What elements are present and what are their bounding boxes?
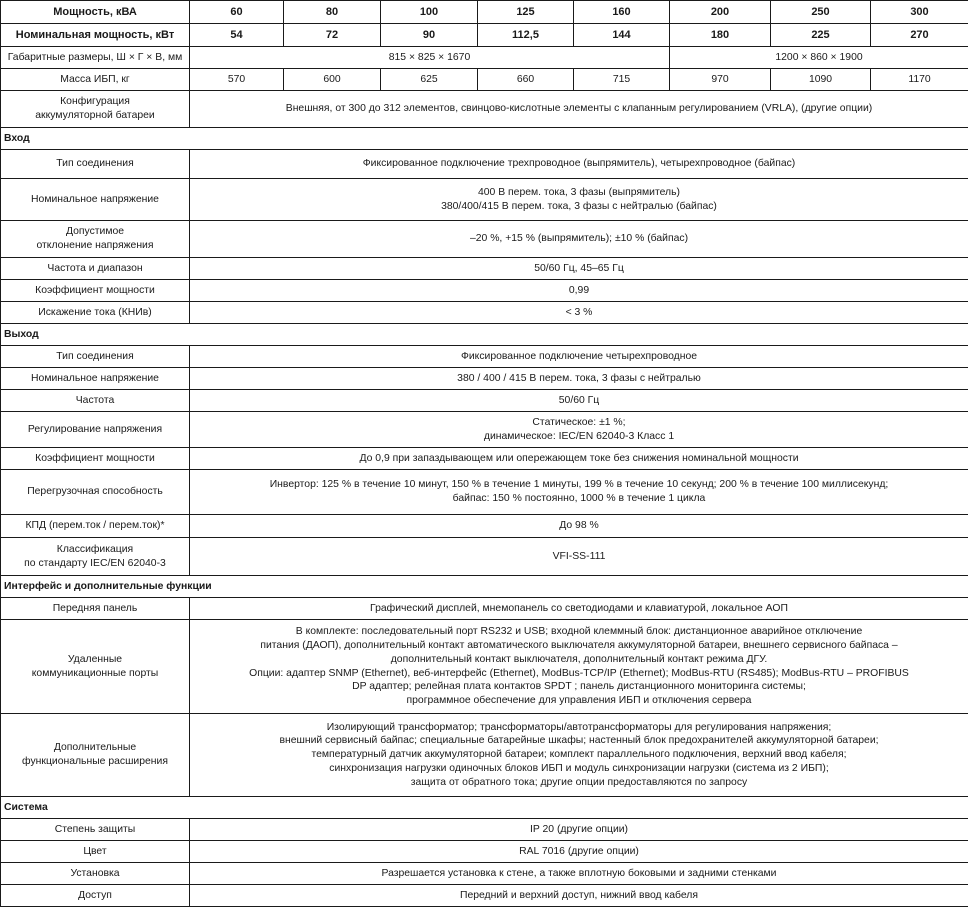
label-line: аккумуляторной батареи (5, 109, 185, 123)
row-label: Тип соединения (1, 150, 190, 179)
row-label (1, 538, 190, 576)
power-kva-cell: 200 (670, 1, 771, 24)
row-label: Номинальное напряжение (1, 179, 190, 221)
row-label: Тип соединения (1, 346, 190, 368)
row-label: КПД (перем.ток / перем.ток)* (1, 515, 190, 538)
value-line: DP адаптер; релейная плата контактов SPDT ; панель дистанционного мониторинга системы; (196, 680, 962, 694)
row-value (190, 470, 968, 515)
value-line: В комплекте: последовательный порт RS232 и USB; входной клеммный блок: дистанционное аварийное отключение (196, 625, 962, 639)
value-line: программное обеспечение для управления ИБП и отключения сервера (196, 694, 962, 708)
label-line: по стандарту IEC/EN 62040-3 (5, 557, 185, 571)
power-kw-row (1, 24, 968, 47)
row-value: –20 %, +15 % (выпрямитель); ±10 % (байпас) (190, 221, 968, 258)
input-connection-row (1, 150, 968, 179)
section-heading-system (1, 797, 968, 819)
row-label: Установка (1, 863, 190, 885)
row-value: Передний и верхний доступ, нижний ввод кабеля (190, 885, 968, 907)
dimensions-large-cell: 1200 × 860 × 1900 (670, 47, 968, 69)
mass-cell: 570 (190, 69, 284, 91)
row-label: Передняя панель (1, 598, 190, 620)
section-heading-interface (1, 576, 968, 598)
value-line: питания (ДАОП), дополнительный контакт автоматического выключателя аккумуляторной батареи, внешнего сервисного байпаса – (196, 639, 962, 653)
output-regulation-row (1, 412, 968, 448)
value-line: дополнительный контакт выключателя, дополнительный контакт режима ДГУ. (196, 653, 962, 667)
output-connection-row (1, 346, 968, 368)
power-kva-cell: 300 (871, 1, 968, 24)
access-row (1, 885, 968, 907)
power-kva-cell: 100 (381, 1, 478, 24)
installation-row (1, 863, 968, 885)
power-kw-cell: 180 (670, 24, 771, 47)
value-line: Изолирующий трансформатор; трансформаторы/автотрансформаторы для регулирования напряжения; (196, 721, 962, 735)
section-heading-input (1, 128, 968, 150)
row-value: Фиксированное подключение четырехпроводное (190, 346, 968, 368)
row-label (1, 620, 190, 714)
row-label (1, 91, 190, 128)
row-label: Цвет (1, 841, 190, 863)
color-row (1, 841, 968, 863)
label-line: Удаленные (5, 653, 185, 667)
value-line: синхронизация нагрузки одиночных блоков ИБП и модуль синхронизации нагрузки (система из 2 ИБП); (196, 762, 962, 776)
value-line: внешний сервисный байпас; специальные батарейные шкафы; настенный блок предохранителей аккумуляторной батареи; (196, 734, 962, 748)
value-line: Инвертор: 125 % в течение 10 минут, 150 % в течение 1 минуты, 199 % в течение 10 секунд; 200 % в течение 100 миллисекунд; (193, 478, 965, 492)
dimensions-small-cell: 815 × 825 × 1670 (190, 47, 670, 69)
output-pf-row (1, 448, 968, 470)
row-value: 0,99 (190, 280, 968, 302)
row-value: VFI-SS-111 (190, 538, 968, 576)
row-value: Графический дисплей, мнемопанель со светодиодами и клавиатурой, локальное АОП (190, 598, 968, 620)
power-kw-cell: 72 (284, 24, 381, 47)
row-value: До 98 % (190, 515, 968, 538)
row-label: Регулирование напряжения (1, 412, 190, 448)
row-value: 380 / 400 / 415 В перем. тока, 3 фазы с нейтралью (190, 368, 968, 390)
extensions-row (1, 714, 968, 797)
row-label (1, 221, 190, 258)
power-kva-cell: 60 (190, 1, 284, 24)
value-line: 400 В перем. тока, 3 фазы (выпрямитель) (193, 186, 965, 200)
value-line: 380/400/415 В перем. тока, 3 фазы с нейтралью (байпас) (193, 200, 965, 214)
power-kva-cell: 250 (771, 1, 871, 24)
value-line: Опции: адаптер SNMP (Ethernet), веб-интерфейс (Ethernet), ModBus-TCP/IP (Ethernet); ModBus-RTU (RS485); ModBus-RTU – PROFIBUS (196, 667, 962, 681)
row-value: IP 20 (другие опции) (190, 819, 968, 841)
row-label (1, 714, 190, 797)
input-tolerance-row (1, 221, 968, 258)
row-label: Габаритные размеры, Ш × Г × В, мм (1, 47, 190, 69)
protection-row (1, 819, 968, 841)
row-label: Искажение тока (КНИв) (1, 302, 190, 324)
row-label: Степень защиты (1, 819, 190, 841)
battery-value: Внешняя, от 300 до 312 элементов, свинцово-кислотные элементы с клапанным регулированием (VRLA), (другие опции) (190, 91, 968, 128)
output-voltage-row (1, 368, 968, 390)
row-label: Перегрузочная способность (1, 470, 190, 515)
mass-row (1, 69, 968, 91)
mass-cell: 1170 (871, 69, 968, 91)
value-line: динамическое: IEC/EN 62040-3 Класс 1 (193, 430, 965, 444)
section-title: Интерфейс и дополнительные функции (1, 576, 968, 598)
row-value: 50/60 Гц, 45–65 Гц (190, 258, 968, 280)
mass-cell: 660 (478, 69, 574, 91)
input-thd-row (1, 302, 968, 324)
input-pf-row (1, 280, 968, 302)
value-line: байпас: 150 % постоянно, 1000 % в течение 1 цикла (193, 492, 965, 506)
section-title: Система (1, 797, 968, 819)
remote-ports-row (1, 620, 968, 714)
power-kw-cell: 225 (771, 24, 871, 47)
label-line: Дополнительные (5, 741, 185, 755)
input-frequency-row (1, 258, 968, 280)
power-kw-cell: 270 (871, 24, 968, 47)
value-line: Статическое: ±1 %; (193, 416, 965, 430)
power-kw-cell: 112,5 (478, 24, 574, 47)
value-line: температурный датчик аккумуляторной батареи; комплект параллельного подключения, верхний ввод кабеля; (196, 748, 962, 762)
row-value: Разрешается установка к стене, а также вплотную боковыми и задними стенками (190, 863, 968, 885)
row-value (190, 179, 968, 221)
battery-row (1, 91, 968, 128)
label-line: функциональные расширения (5, 755, 185, 769)
row-value: 50/60 Гц (190, 390, 968, 412)
front-panel-row (1, 598, 968, 620)
output-efficiency-row (1, 515, 968, 538)
mass-cell: 600 (284, 69, 381, 91)
value-line: защита от обратного тока; другие опции предоставляются по запросу (196, 776, 962, 790)
label-line: Допустимое (5, 225, 185, 239)
row-label: Номинальное напряжение (1, 368, 190, 390)
section-heading-output (1, 324, 968, 346)
row-value: RAL 7016 (другие опции) (190, 841, 968, 863)
row-label: Мощность, кВА (1, 1, 190, 24)
row-value (190, 714, 968, 797)
mass-cell: 1090 (771, 69, 871, 91)
power-kva-cell: 80 (284, 1, 381, 24)
power-kva-row (1, 1, 968, 24)
section-title: Выход (1, 324, 968, 346)
row-value (190, 412, 968, 448)
row-label: Доступ (1, 885, 190, 907)
output-classification-row (1, 538, 968, 576)
row-label: Частота (1, 390, 190, 412)
row-value: До 0,9 при запаздывающем или опережающем токе без снижения номинальной мощности (190, 448, 968, 470)
dimensions-row (1, 47, 968, 69)
power-kva-cell: 125 (478, 1, 574, 24)
power-kva-cell: 160 (574, 1, 670, 24)
label-line: Классификация (5, 543, 185, 557)
row-label: Частота и диапазон (1, 258, 190, 280)
row-label: Масса ИБП, кг (1, 69, 190, 91)
mass-cell: 970 (670, 69, 771, 91)
label-line: Конфигурация (5, 95, 185, 109)
row-value: Фиксированное подключение трехпроводное (выпрямитель), четырехпроводное (байпас) (190, 150, 968, 179)
row-value (190, 620, 968, 714)
output-overload-row (1, 470, 968, 515)
mass-cell: 625 (381, 69, 478, 91)
mass-cell: 715 (574, 69, 670, 91)
row-label: Коэффициент мощности (1, 280, 190, 302)
row-label: Коэффициент мощности (1, 448, 190, 470)
label-line: коммуникационные порты (5, 667, 185, 681)
output-frequency-row (1, 390, 968, 412)
power-kw-cell: 90 (381, 24, 478, 47)
power-kw-cell: 144 (574, 24, 670, 47)
row-value: < 3 % (190, 302, 968, 324)
section-title: Вход (1, 128, 968, 150)
power-kw-cell: 54 (190, 24, 284, 47)
input-voltage-row (1, 179, 968, 221)
label-line: отклонение напряжения (5, 239, 185, 253)
row-label: Номинальная мощность, кВт (1, 24, 190, 47)
